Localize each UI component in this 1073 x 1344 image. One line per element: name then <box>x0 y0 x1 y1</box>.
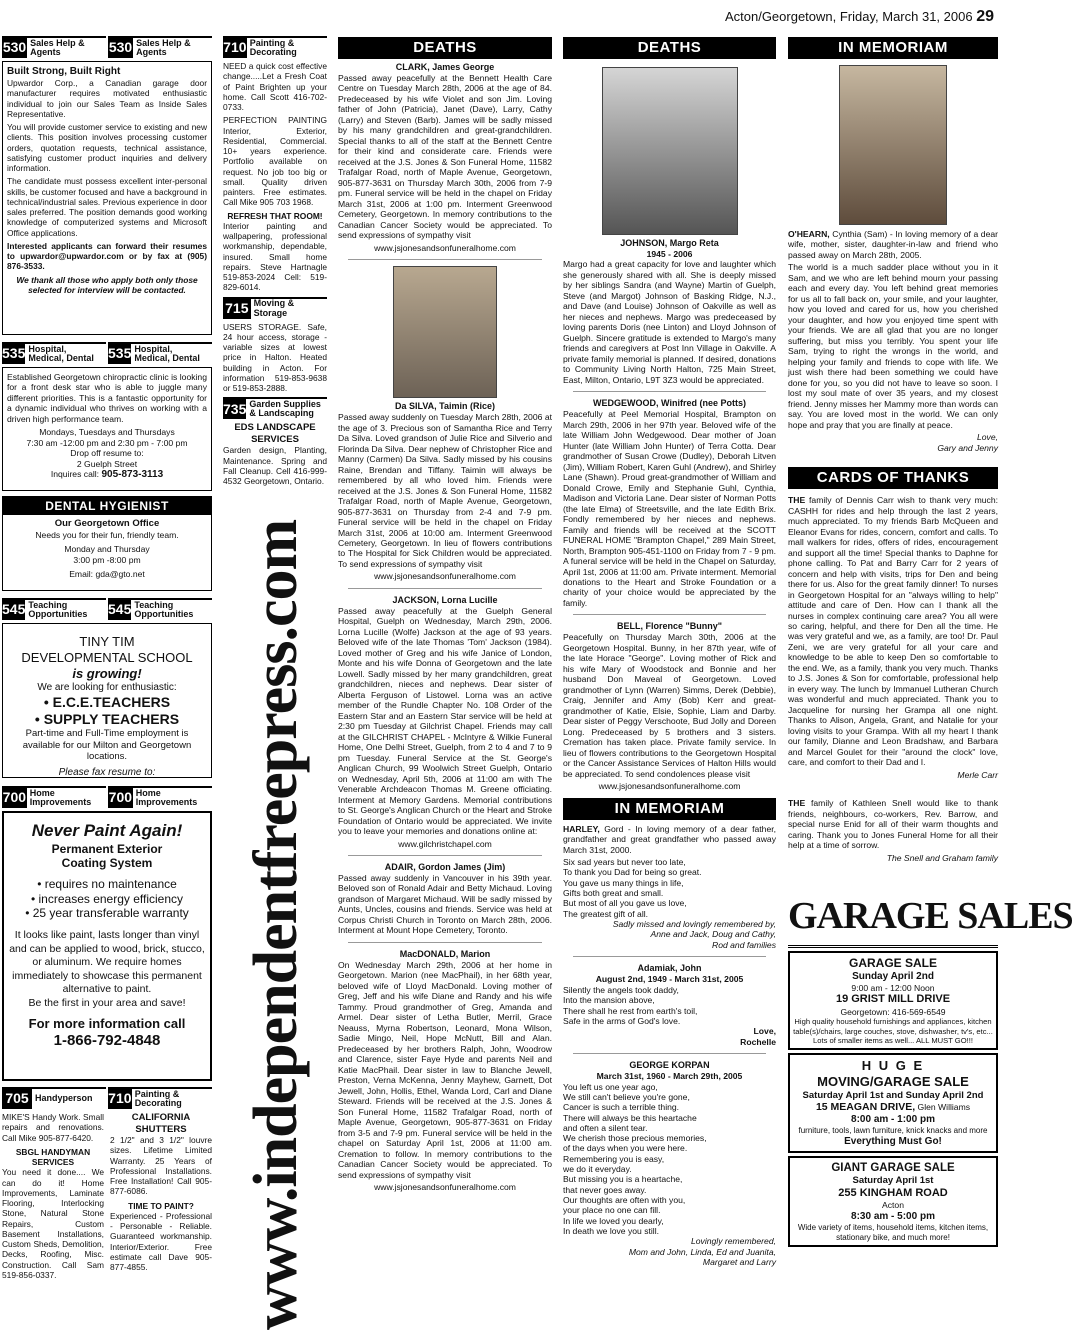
memoriam-column: IN MEMORIAM O'HEARN, Cynthia (Sam) - In loving memory of a dear wife, mother, sister, daughter-in-law and friend who passed away on March 28th, 2005. The world is a much sadder place without you in it Sam, and we who are left behind mourn your passing each and every day. You left behind great memories for us all to fall back on, your smile, and your laughter, how you loved and cared for us, how you cherished your daughter, and how you enjoyed time spent with your friends. We are all glad that you are no longer suffering, but miss you terribly. You spent your life Sam, trying to right the wrongs in the world, and helping your family and friends to cope with life. We just wish there had been something we could have done for you, so you did not have to leave so soon. I lost my soul mate of over 35 years, and my closest friend. Jenny misses her Mammy more than words can say. You are loved most in the world. We can only hope and pray that you are finally at peace. Love, Gary and Jenny CARDS OF THANKS THE family of Dennis Carr wish to thank very much: CASHH for rides and help through the last 2 years, much appreciated. To my friends Barb McQueen and Eleanor Evans for rides, concern, comfort and calls. To mall walkers for rides, offers of rides, encouragement and support all the time! Special thanks to Daphne for phone calling. To Pat and Barry Carr for 2 years of concern and help with visits, trips for Den and being there for us. Also for the great family dinner! To nurses in Georgetown Hospital for an "always willing to help" attitude and care of Den. How can I thank all the nurses in complex continuing care area? You all were so caring, helpful, and there for Den all the time. He was very grateful and we, as a family, are too! Dr. Paul Zeni, we are very grateful for all your care and knowledge to be able to keep Den so comfortable to the end. We, as a family, thank you very much. Thanks to J.S. Jones & Son for comfortable, professional help in every way. The lunch by Immanuel Lutheran Church was wonderful and much appreciated. Thank you to Jacqueline for nursing her Grampa all one night. Thanks to Alison, Angela, Grant, and Natalie for your loving visits to your Grampa. With all my heart I thank our family, Dianne and Leon Bradshaw, and Barbara and Marcel Goulet for their "around the clock" love, care, and comfort to their Dad and I. Merle Carr THE family of Kathleen Snell would like to thank friends, neighbours, co-workers, Rev. Barrow, and special nurse Enid for all of their warm thoughts and caring. Thank you to Jones Funeral Home for all their help at a time of sorrow. The Snell and Graham family GARAGE SALES GARAGE SALE Sunday April 2nd 9:00 am - 12:00 Noon 19 GRIST MILL DRIVE Georgetown: 416-569-6549 High quality household furnishings and appliances, kitchen table(s)/chairs, large couches, stove, dishwasher, tv's, etc... Lots of smaller items as well... ALL MUST GO!!! H U G E MOVING/GARAGE SALE Saturday April 1st and Sunday April 2nd 15 MEAGAN DRIVE, Glen Williams 8:00 am - 1:00 pm furniture, tools, lawn furniture, knick knacks and more Everything Must Go! GIANT GARAGE SALE Saturday April 1st 255 KINGHAM ROAD Acton 8:30 am - 5:00 pm Wide variety of items, household items, kitchen items, stationary bike, and much more! <box>788 37 998 1247</box>
deaths-column-2: DEATHS JOHNSON, Margo Reta 1945 - 2006 Margo had a great capacity for love and laughter which she generously shared with all. She is deeply missed by her siblings Sandra (and Wayne) Martin of Guelph, Steve (and Margot) Johnson of Basking Ridge, N.J., and Dave (and Louise) Johnson of Oakville as well as her nieces and nephews. Margo was predeceased by loving parents Doris (nee Linton) and Lloyd Johnson of Guelph. Sincere gratitude is extended to Margo's many friends and caregivers at Post Inn Village in Oakville. A private family memorial is planned. If desired, donations to Community Living North Halton, 725 Main Street, East, Milton, Ontario, L9T 3Z3 would be appreciated. WEDGEWOOD, Winifred (nee Potts) Peacefully at Peel Memorial Hospital, Brampton on March 29th, 2006 in her 97th year. Beloved wife of the late William John Wedgewood. Dear mother of Joan Hunter (late William John Hunter) of Terra Cotta. Dear grandmother of Susan Crowe (Dudley), Deborah Litven (Jim), William Robert, Karen Guhl (Andrew), and Shirley Lane (Shawn). Proud great-grandmother of William and Donald Crowe, Emily and Stephanie Guhl, Cynthia, Madison and Victoria Lane. Dear sister of Norman Potts (the late Elma) of Streetsville, and the late Edith Brix. Fondly remembered by her nieces and nephews. Family and friends will be received at the SCOTT FUNERAL HOME "Brampton Chapel," 289 Main Street, North, Brampton 905-451-1100 on Friday from 7 - 9 pm. A funeral service will be held in the Chapel on Saturday, April 1st, 2006 at 11:00 am. Private interment. Memorial donations to the Heart and Stroke Foundation or a charity of your choice would be appreciated by the family. BELL, Florence "Bunny" Peacefully on Thursday March 30th, 2006 at the Georgetown Hospital. Bunny, in her 87th year, wife of the late Horace "George". Loving mother of Rick and his wife Mary of Woodstock and Bonnie and her husband Don Maveal of Georgetown. Loved grandmother of Lynn (Warren) Simms, Derek (Debbie), Craig, Jennifer and Amy (Bob) Kerr and great-grandmother of Katie, Elsie, Sophie, Liam and Darby. Dear sister of Peggy Verschoote, Bud Jolly and Doreen Long. Predeceased by 5 brothers and 3 sisters. Cremation has taken place. Private family service. In lieu of flowers contributions to the Georgetown Hospital or the Cancer Assistance Services of Halton Hills would be appreciated. To send condolences please visit www.jsjonesandsonfuneralhome.com IN MEMORIAM HARLEY, Gord - In loving memory of a dear father, grandfather and great grandfather who passed away March 31st, 2000. Six sad years but never too late, To thank you Dad for being so great. You gave us many things in life, Gifts both great and small. But most of all you gave us love, The greatest gift of all. Sadly missed and lovingly remembered by, Anne and Jack, Doug and Cathy, Rod and families Adamiak, John August 2nd, 1949 - March 31st, 2005 Silently the angels took daddy, Into the mansion above, There shall he rest from earth's toil, Safe in the arms of God's love. Love, Rochelle GEORGE KORPAN March 31st, 1960 - March 29th, 2005 You left us one year ago, We still can't believe you're gone, Cancer is such a terrible thing. There will always be this heartache and often a silent tear. We cherish those precious memories, of the days when you were here. Remembering you is easy, we do it everyday. But missing you is a heartache, that never goes away. Our thoughts are often with you, your place no one can fill. In life we loved you dearly, In death we love you still. Lovingly remembered, Mom and John, Linda, Ed and Juanita, Margaret and Larry <box>563 39 776 1268</box>
harley-poem <box>563 857 776 919</box>
in-memoriam-banner-2: IN MEMORIAM <box>563 798 776 820</box>
category-535-b: 535 Hospital, Medical, Dental <box>108 342 212 364</box>
obituary-name: Da SILVA, Taimin (Rice) <box>394 401 495 412</box>
category-700-a: 700 Home Improvements <box>2 786 106 808</box>
obituary-name: JACKSON, Lorna Lucille <box>392 594 498 605</box>
tiny-tim-ad: TINY TIM DEVELOPMENTAL SCHOOL is growing! We are looking for enthusiastic: • E.C.E.TEACHERS • SUPPLY TEACHERS Part-time and Full-Time employment is available for our Milton and Georgetown locations. Please fax resume to: <box>2 623 212 778</box>
obituary-name: BELL, Florence "Bunny" <box>616 621 723 632</box>
garage-sales-logo: GARAGE SALES <box>788 887 998 948</box>
obituary-name: ADAIR, Gordon James (Jim) <box>384 862 506 873</box>
poem-line: Our thoughts are often with you, <box>563 1195 686 1206</box>
poem-line: we do it everyday. <box>563 1164 632 1175</box>
page-header <box>725 7 994 27</box>
garage-sale-1: GARAGE SALE Sunday April 2nd 9:00 am - 12:00 Noon 19 GRIST MILL DRIVE Georgetown: 416-569-6549 High quality household furnishings and appliances, kitchen table(s)/chairs, large couches, stove, dishwasher, tv's, etc... Lots of smaller items as well... ALL MUST GO!!! <box>788 951 998 1050</box>
adamiak-poem <box>563 985 776 1026</box>
never-paint-ad: Never Paint Again! Permanent Exterior Coating System • requires no maintenance • increases energy efficiency • 25 year transferable warranty It looks like paint, lasts longer than vinyl and can be applied to wood, brick, stucco, or aluminum. We require homes immediately to showcase this permanent alternative to paint. Be the first in your area and save! For more information call 1-866-792-4848 <box>2 811 212 1081</box>
classified-column-1 <box>2 36 212 1280</box>
poem-line: Safe in the arms of God's love. <box>563 1015 681 1026</box>
obituary-name: WEDGEWOOD, Winifred (nee Potts) <box>593 398 746 409</box>
woman-photo <box>602 67 738 235</box>
obituary-name: MacDONALD, Marion <box>399 948 491 959</box>
category-705: 705 Handyperson <box>2 1087 106 1109</box>
shutters-ads: CALIFORNIA SHUTTERS 2 1/2" and 3 1/2" louvre sizes. Lifetime Limited Warranty. 25 Years of Professional Installations. Free Installation! Call 905-877-6086. TIME TO PAINT? Experienced - Professional - Personable - Reliable. Guaranteed workmanship. Interior/Exterior. Free estimate call Dave 905-877-4855. <box>110 1112 212 1273</box>
deaths-banner: DEATHS <box>338 37 552 59</box>
poem-line: We cherish those precious memories, <box>563 1133 707 1144</box>
poem-line: of the days when you were here. <box>563 1143 688 1154</box>
memoriam-name: Adamiak, John <box>637 963 702 974</box>
obituary-name: JOHNSON, Margo Reta <box>620 238 719 248</box>
poem-line: To thank you Dad for being so great. <box>563 867 702 878</box>
poem-line: You left us one year ago, <box>563 1081 658 1092</box>
classified-column-2: 710 Painting & Decorating NEED a quick cost effective change.....Let a Fresh Coat of Paint Brighten up your home. Call Scott 416-702-0733. PERFECTION PAINTING Interior, Exterior, Residential, Commercial. 10+ years experience. Portfolio available on request. No job too big or small. Quality driven painters. Free estimates. Call Mike 905 703 1968. REFRESH THAT ROOM! Interior painting and wallpapering, professional workmanship, dependable, insured. Small home repairs. Steve Hartnagle 519-853-2024 Cell: 519-829-6014. 715 Moving & Storage USERS STORAGE. Safe, 24 hour access, storage - variable sizes at lowest price in Halton. Heated building in Acton. For information 519-853-9638 or 519-853-2888. 735 Garden Supplies & Landscaping EDS LANDSCAPE SERVICES Garden design, Planting, Maintenance. Spring and Fall Cleanup. Cell 416-999-4532 Georgetown, Ontario. <box>223 37 327 487</box>
deaths-banner-2: DEATHS <box>563 37 776 59</box>
poem-line: Remembering you is easy, <box>563 1153 665 1164</box>
poem-line: Cancer is such a terrible thing. <box>563 1102 680 1113</box>
header-text: Acton/Georgetown, Friday, March 31, 2006 <box>724 9 973 24</box>
dental-hygienist-ad: DENTAL HYGIENIST Our Georgetown Office Needs you for their fun, friendly team. Monday and Thursday 3:00 pm -8:00 pm Email: gda@gto.net <box>2 496 212 591</box>
poem-line: There shall he rest from earth's toil, <box>563 1005 698 1016</box>
category-700-b: 700 Home Improvements <box>108 786 212 808</box>
category-710-b: 710 Painting & Decorating <box>108 1087 212 1109</box>
category-530-b: 530 Sales Help & Agents <box>108 36 212 58</box>
category-535-a: 535 Hospital, Medical, Dental <box>2 342 106 364</box>
cards-of-thanks-banner: CARDS OF THANKS <box>788 467 998 489</box>
poem-line: We still can't believe you're gone, <box>563 1091 690 1102</box>
poem-line: your place no one can fill. <box>563 1205 661 1216</box>
korpan-poem <box>563 1082 776 1237</box>
handyman-ads: MIKE'S Handy Work. Small repairs and renovations. Call Mike 905-877-6420. SBGL HANDYMAN SERVICES You need it done.... We can do it! Home Improvements, Laminate Flooring, Interlocking Stone, Natural Stone Repairs, Custom Basement Installations, Custom Sheds, Demolition, Decks, Roofing, Misc. Construction. Call Sam 519-856-0337. <box>2 1112 104 1280</box>
website-watermark: www.independentfreepress.com <box>242 519 310 1330</box>
upwardor-ad: Built Strong, Built Right Upwardor Corp., a Canadian garage door manufacturer requires motivated enthusiastic individual to join our Sales Team as Inside Sales Representative. You will provide customer service to existing and new clients. This position involves processing customer orders, quotation requests, technical assistance, satisfying customer product inquiries and delivery information. The candidate must possess excellent inter-personal skills, be customer focused and have a background in technical/industrial sales. Previous experience in door sales preferred. The position demands good working knowledge of computerized systems and Microsoft Office applications. Interested applicants can forward their resumes to upwardor@upwardor.com or by fax at (905) 876-3533. We thank all those who apply both only those selected for interview will be contacted. <box>2 61 212 335</box>
child-photo <box>393 266 497 398</box>
in-memoriam-banner: IN MEMORIAM <box>788 37 998 59</box>
poem-line: and often a silent tear. <box>563 1122 648 1133</box>
poem-line: Silently the angels took daddy, <box>563 984 679 995</box>
memoriam-name: GEORGE KORPAN <box>629 1060 710 1071</box>
memoriam-photo <box>839 65 947 225</box>
poem-line: The greatest gift of all. <box>563 908 649 919</box>
category-715: 715 Moving & Storage <box>223 297 327 319</box>
poem-line: In death we love you still. <box>563 1225 660 1236</box>
category-545-b: 545 Teaching Opportunities <box>108 598 212 620</box>
category-735: 735 Garden Supplies & Landscaping <box>223 397 327 419</box>
deaths-column-1: DEATHS CLARK, James George Passed away peacefully at the Bennett Health Care Centre on Tuesday March 28th, 2006 at the age of 84. Predeceased by his wife Violet and son Jim. Loving father of John (Patricia), Janet (Dave), Larry, Cathy (Larry) and Steven (Barb). James will be sadly missed by his many grandchildren and great-grandchildren. Special thanks to all of the staff at the Bennett Centre for their kind and considerate care. Friends were received at the J.S. Jones & Son Funeral Home, 11582 Trafalgar Road, north of Maple Avenue, Georgetown, 905-877-3631 on Thursday March 30th, 2006 from 7-9 pm. Funeral service will be held in the chapel on Friday March 31st, 2006 at 1:00 pm. Interment Greenwood Cemetery, Georgetown. In memory contributions to the Canadian Cancer Society would be appreciated. To send expressions of sympathy visit www.jsjonesandsonfuneralhome.com Da SILVA, Taimin (Rice) Passed away suddenly on Tuesday March 28th, 2006 at the age of 3. Precious son of Samantha Rice and Terry Da Silva. Loved grandson of Julie Rice and Silverio and Florinda Da Silva. Dear nephew of Christopher Rice and Manny (Carmen) Da Silva. Sadly missed by his cousins Raine, Brendan and Tiffany. Taimin will always be remembered by all who loved him. Friends were received at the J.S. Jones & Son Funeral Home, 11582 Trafalgar Road, north of Maple Avenue, Georgetown, 905-877-3631 on Thursday from 2-4 and 7-9 pm. Funeral service will be held in the chapel on Friday March 31st, 2006 at 10:00 am. Interment Greenwood Cemetery, Georgetown. In lieu of flowers contributions to The Hospital for Sick Children would be appreciated. To send expressions of sympathy visit www.jsjonesandsonfuneralhome.com JACKSON, Lorna Lucille Passed away peacefully at the Guelph General Hospital, Guelph on Wednesday, March 29th, 2006. Lorna Lucille (Wolfe) Jackson at the age of 93 years. Beloved wife of the late Thomas 'Tom' Jackson (1984). Loved mother of Greg and his wife Janice of London, Monte and his wife Donna of Georgetown and the late Lowell. Sadly missed by her many grandchildren, great grandchildren, nieces and nephews. Dear sister of Alberta Ferguson of Listowel. Lorna was an active member of the Rundle Chapter No. 108 Order of the Eastern Star and an Eastern Star service will be held at 2:30 pm Tuesday at Gilchrist Chapel. Friends may call at the GILCHRIST CHAPEL - McIntyre & Wilkie Funeral Home, One Delhi Street, Guelph, from 2 to 4 and 7 to 9 pm Tuesday. Funeral Service at the St. George's Anglican Church, 99 Woolwich Street Guelph, Ontario on Wednesday, April 5th, 2006 at 11:00 am with The Venerable Archdeacon Thomas M. Greene officiating. Interment at Memory Gardens. Memorial contributions to St. George's Anglican Church or the Heart and Stroke Foundation of Ontario would be appreciated. We invite you to leave your memories and donations online at: www.gilchristchapel.com ADAIR, Gordon James (Jim) Passed away suddenly in Vancouver in his 39th year. Beloved son of Ronald Adair and Betty Michaud. Loving grandson of Margaret Michaud. Will be sadly missed by Aunts, Uncles, cousins and friends. Service was held at Corpus Christi Church in Toronto on March 28th, 2006. Interment at Mount Hope Cemetery, Toronto. MacDONALD, Marion On Wednesday March 29th, 2006 at her home in Georgetown. Marion (nee MacPhail), in her 68th year, beloved wife of Lloyd MacDonald. Loving mother of Greg, Jeff and his wife Diane and Randy and his wife Tammy. Proud grandmother of Greg, Amanda and Armel. Dear sister of Letha Butler, Merril, Grace Neauss, Myrna Robertson, Leonard, Mona Wilson, Sadie Mingo, Neil, Hope McNutt, Bill and Alan. Predeceased by her brothers Ralph, John, Woodrow and Clarence, sister Faye Hyde and parents Neil and Katie MacPhail. Dear sister in law to Blanche Jewell, Preston, Verna McKenna, Jenny Mayhew, Garnett, Dot Jewell, John, Hollis, Ethel, Wanda Lord, Carl and Diane Steward. Friends will be received at the J.S. Jones & Son Funeral Home, 11582 Trafalgar Road, north of Maple Avenue, Georgetown, 905-877-3631 on Friday from 3-5 and 7-9 pm. Funeral service will be held in the chapel on Saturday April 1st, 2006 at 11:00 am. Cremation to follow. In memory contributions to the Canadian Cancer Society would be appreciated. To send expressions of sympathy visit www.jsjonesandsonfuneralhome.com <box>338 39 552 1193</box>
obituary-name: CLARK, James George <box>395 62 495 72</box>
page-number: 29 <box>976 8 994 25</box>
poem-line: Into the mansion above, <box>563 995 655 1006</box>
category-545-a: 545 Teaching Opportunities <box>2 598 106 620</box>
poem-line: You gave us many things in life, <box>563 877 684 888</box>
poem-line: But missing you is a heartache, <box>563 1174 683 1185</box>
poem-line: Gifts both great and small. <box>563 888 664 899</box>
garage-sale-3: GIANT GARAGE SALE Saturday April 1st 255 KINGHAM ROAD Acton 8:30 am - 5:00 pm Wide variety of items, household items, kitchen items, stationary bike, and much more! <box>788 1156 998 1247</box>
poem-line: There will always be this heartache <box>563 1112 697 1123</box>
poem-line: But most of all you gave us love, <box>563 898 687 909</box>
poem-line: In life we loved you dearly, <box>563 1215 664 1226</box>
poem-line: Six sad years but never too late, <box>563 857 686 868</box>
poem-line: that never goes away. <box>563 1184 647 1195</box>
garage-sale-2: H U G E MOVING/GARAGE SALE Saturday April 1st and Sunday April 2nd 15 MEAGAN DRIVE, Glen Williams 8:00 am - 1:00 pm furniture, tools, lawn furniture, knick knacks and more Everything Must Go! <box>788 1053 998 1153</box>
category-530-a: 530 Sales Help & Agents <box>2 36 106 58</box>
chiropractic-ad: Established Georgetown chiropractic clinic is looking for a front desk star who is able to juggle many different priorities. This is a fantastic opportunity for a dynamic individual who thrives on working with a driven high performance team. Mondays, Tuesdays and Thursdays 7:30 am -12:00 pm and 2:30 pm - 7:00 pm Drop off resume to: 2 Guelph Street Inquires call: 905-873-3113 <box>2 367 212 491</box>
category-710: 710 Painting & Decorating <box>223 36 327 58</box>
